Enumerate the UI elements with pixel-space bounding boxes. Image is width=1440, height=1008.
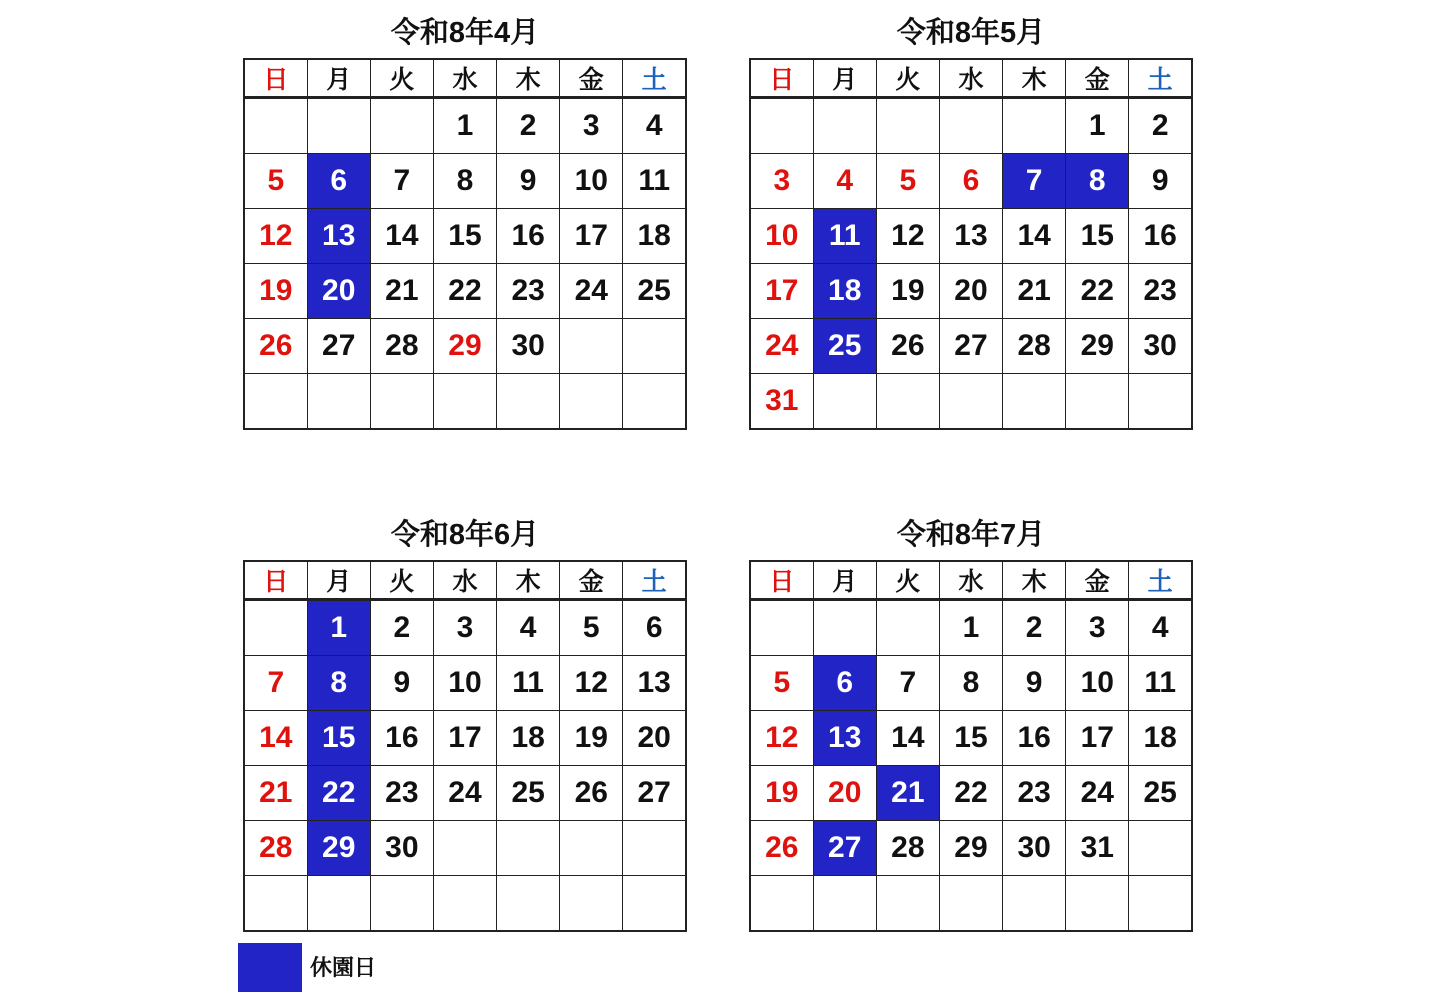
day-cell: 18	[497, 711, 560, 766]
day-cell: 7	[370, 154, 433, 209]
weekday-header: 月	[813, 59, 876, 98]
empty-cell	[244, 374, 307, 430]
empty-cell	[876, 374, 939, 430]
day-cell: 5	[876, 154, 939, 209]
day-cell: 27	[307, 319, 370, 374]
weekday-header: 土	[1129, 561, 1192, 600]
day-cell: 11	[497, 656, 560, 711]
weekday-header: 木	[1003, 561, 1066, 600]
day-cell: 8	[433, 154, 496, 209]
calendar-grid	[749, 560, 1193, 932]
empty-cell	[307, 98, 370, 154]
day-cell: 10	[560, 154, 623, 209]
day-cell: 19	[750, 766, 813, 821]
calendar-grid	[243, 58, 687, 430]
weekday-header: 土	[1129, 59, 1192, 98]
empty-cell	[813, 374, 876, 430]
day-cell: 28	[370, 319, 433, 374]
day-cell: 22	[939, 766, 1002, 821]
empty-cell	[370, 98, 433, 154]
day-cell: 27	[623, 766, 686, 821]
day-cell: 21	[244, 766, 307, 821]
day-cell: 9	[1129, 154, 1192, 209]
empty-cell	[1129, 374, 1192, 430]
closed-day-cell: 8	[1066, 154, 1129, 209]
empty-cell	[1003, 876, 1066, 932]
day-cell: 18	[1129, 711, 1192, 766]
day-cell: 22	[433, 264, 496, 319]
empty-cell	[876, 600, 939, 656]
week-row	[244, 766, 686, 821]
day-cell: 23	[370, 766, 433, 821]
empty-cell	[497, 821, 560, 876]
closed-day-cell: 7	[1003, 154, 1066, 209]
closed-day-cell: 8	[307, 656, 370, 711]
empty-cell	[1129, 821, 1192, 876]
calendar-grid	[243, 560, 687, 932]
weekday-header: 金	[1066, 561, 1129, 600]
day-cell: 2	[370, 600, 433, 656]
empty-cell	[307, 876, 370, 932]
empty-cell	[307, 374, 370, 430]
weekday-header-row	[750, 561, 1192, 600]
day-cell: 28	[1003, 319, 1066, 374]
day-cell: 11	[1129, 656, 1192, 711]
empty-cell	[939, 374, 1002, 430]
day-cell: 20	[813, 766, 876, 821]
empty-cell	[623, 876, 686, 932]
empty-cell	[750, 876, 813, 932]
day-cell: 24	[1066, 766, 1129, 821]
day-cell: 17	[560, 209, 623, 264]
day-cell: 21	[370, 264, 433, 319]
week-row	[244, 711, 686, 766]
closed-day-cell: 20	[307, 264, 370, 319]
day-cell: 23	[497, 264, 560, 319]
day-cell: 26	[560, 766, 623, 821]
empty-cell	[876, 876, 939, 932]
week-row	[244, 98, 686, 154]
weekday-header: 日	[244, 59, 307, 98]
week-row	[750, 319, 1192, 374]
empty-cell	[1066, 876, 1129, 932]
day-cell: 3	[433, 600, 496, 656]
day-cell: 16	[497, 209, 560, 264]
day-cell: 16	[1129, 209, 1192, 264]
closed-day-cell: 11	[813, 209, 876, 264]
day-cell: 9	[1003, 656, 1066, 711]
day-cell: 9	[497, 154, 560, 209]
week-row	[244, 264, 686, 319]
day-cell: 3	[560, 98, 623, 154]
day-cell: 18	[623, 209, 686, 264]
empty-cell	[560, 374, 623, 430]
day-cell: 29	[939, 821, 1002, 876]
day-cell: 31	[1066, 821, 1129, 876]
day-cell: 12	[560, 656, 623, 711]
day-cell: 31	[750, 374, 813, 430]
empty-cell	[370, 374, 433, 430]
weekday-header-row	[750, 59, 1192, 98]
weekday-header: 火	[370, 561, 433, 600]
day-cell: 10	[750, 209, 813, 264]
day-cell: 21	[1003, 264, 1066, 319]
day-cell: 28	[244, 821, 307, 876]
empty-cell	[750, 600, 813, 656]
weekday-header: 木	[1003, 59, 1066, 98]
day-cell: 9	[370, 656, 433, 711]
weekday-header: 火	[876, 561, 939, 600]
weekday-header-row	[244, 561, 686, 600]
empty-cell	[1003, 98, 1066, 154]
closed-day-cell: 25	[813, 319, 876, 374]
closed-day-cell: 21	[876, 766, 939, 821]
day-cell: 4	[623, 98, 686, 154]
day-cell: 17	[433, 711, 496, 766]
empty-cell	[750, 98, 813, 154]
day-cell: 2	[497, 98, 560, 154]
weekday-header: 水	[433, 59, 496, 98]
closed-day-cell: 1	[307, 600, 370, 656]
weekday-header: 月	[813, 561, 876, 600]
day-cell: 30	[1003, 821, 1066, 876]
empty-cell	[560, 319, 623, 374]
day-cell: 19	[560, 711, 623, 766]
day-cell: 13	[623, 656, 686, 711]
empty-cell	[623, 821, 686, 876]
month-title: 令和8年7月	[896, 519, 1046, 551]
day-cell: 11	[623, 154, 686, 209]
weekday-header: 木	[497, 59, 560, 98]
day-cell: 25	[1129, 766, 1192, 821]
week-row	[244, 656, 686, 711]
week-row	[750, 154, 1192, 209]
weekday-header: 金	[560, 59, 623, 98]
day-cell: 26	[750, 821, 813, 876]
closed-day-legend-swatch	[238, 943, 302, 992]
empty-cell	[1066, 374, 1129, 430]
day-cell: 1	[433, 98, 496, 154]
week-row	[244, 374, 686, 430]
day-cell: 24	[750, 319, 813, 374]
day-cell: 25	[497, 766, 560, 821]
closed-day-cell: 6	[813, 656, 876, 711]
closed-day-cell: 6	[307, 154, 370, 209]
day-cell: 15	[433, 209, 496, 264]
day-cell: 2	[1129, 98, 1192, 154]
day-cell: 8	[939, 656, 1002, 711]
empty-cell	[497, 374, 560, 430]
weekday-header: 月	[307, 59, 370, 98]
empty-cell	[1003, 374, 1066, 430]
day-cell: 14	[1003, 209, 1066, 264]
week-row	[244, 821, 686, 876]
day-cell: 12	[876, 209, 939, 264]
closed-day-cell: 13	[307, 209, 370, 264]
day-cell: 16	[370, 711, 433, 766]
weekday-header: 水	[939, 561, 1002, 600]
day-cell: 3	[1066, 600, 1129, 656]
day-cell: 20	[939, 264, 1002, 319]
week-row	[244, 154, 686, 209]
day-cell: 17	[750, 264, 813, 319]
day-cell: 5	[560, 600, 623, 656]
week-row	[750, 876, 1192, 932]
weekday-header: 金	[560, 561, 623, 600]
day-cell: 19	[244, 264, 307, 319]
day-cell: 1	[939, 600, 1002, 656]
day-cell: 28	[876, 821, 939, 876]
weekday-header: 木	[497, 561, 560, 600]
closed-day-cell: 22	[307, 766, 370, 821]
weekday-header: 日	[750, 59, 813, 98]
empty-cell	[813, 600, 876, 656]
week-row	[244, 209, 686, 264]
day-cell: 6	[623, 600, 686, 656]
day-cell: 4	[497, 600, 560, 656]
weekday-header: 火	[876, 59, 939, 98]
month-title: 令和8年6月	[390, 519, 540, 551]
empty-cell	[623, 319, 686, 374]
closed-day-cell: 15	[307, 711, 370, 766]
day-cell: 15	[939, 711, 1002, 766]
day-cell: 27	[939, 319, 1002, 374]
week-row	[750, 821, 1192, 876]
day-cell: 15	[1066, 209, 1129, 264]
empty-cell	[939, 876, 1002, 932]
day-cell: 29	[433, 319, 496, 374]
day-cell: 26	[244, 319, 307, 374]
empty-cell	[244, 600, 307, 656]
closed-day-cell: 27	[813, 821, 876, 876]
empty-cell	[244, 98, 307, 154]
week-row	[750, 374, 1192, 430]
day-cell: 14	[244, 711, 307, 766]
day-cell: 30	[1129, 319, 1192, 374]
weekday-header: 日	[244, 561, 307, 600]
weekday-header: 火	[370, 59, 433, 98]
empty-cell	[433, 876, 496, 932]
closed-day-cell: 18	[813, 264, 876, 319]
week-row	[244, 319, 686, 374]
closed-day-legend-label: 休園日	[310, 955, 377, 980]
day-cell: 5	[750, 656, 813, 711]
day-cell: 30	[370, 821, 433, 876]
week-row	[750, 600, 1192, 656]
weekday-header: 日	[750, 561, 813, 600]
closed-day-cell: 29	[307, 821, 370, 876]
day-cell: 20	[623, 711, 686, 766]
month-title: 令和8年5月	[896, 17, 1046, 49]
empty-cell	[244, 876, 307, 932]
day-cell: 12	[750, 711, 813, 766]
day-cell: 23	[1129, 264, 1192, 319]
empty-cell	[813, 876, 876, 932]
day-cell: 14	[876, 711, 939, 766]
weekday-header: 水	[433, 561, 496, 600]
day-cell: 16	[1003, 711, 1066, 766]
day-cell: 1	[1066, 98, 1129, 154]
empty-cell	[370, 876, 433, 932]
day-cell: 7	[244, 656, 307, 711]
empty-cell	[1129, 876, 1192, 932]
day-cell: 4	[813, 154, 876, 209]
day-cell: 5	[244, 154, 307, 209]
week-row	[750, 656, 1192, 711]
weekday-header-row	[244, 59, 686, 98]
week-row	[750, 711, 1192, 766]
day-cell: 2	[1003, 600, 1066, 656]
day-cell: 3	[750, 154, 813, 209]
empty-cell	[433, 821, 496, 876]
weekday-header: 水	[939, 59, 1002, 98]
calendar-grid	[749, 58, 1193, 430]
closed-day-cell: 13	[813, 711, 876, 766]
day-cell: 22	[1066, 264, 1129, 319]
day-cell: 4	[1129, 600, 1192, 656]
day-cell: 23	[1003, 766, 1066, 821]
day-cell: 17	[1066, 711, 1129, 766]
weekday-header: 土	[623, 561, 686, 600]
empty-cell	[560, 876, 623, 932]
weekday-header: 月	[307, 561, 370, 600]
day-cell: 19	[876, 264, 939, 319]
day-cell: 14	[370, 209, 433, 264]
week-row	[750, 766, 1192, 821]
day-cell: 7	[876, 656, 939, 711]
week-row	[244, 876, 686, 932]
day-cell: 30	[497, 319, 560, 374]
weekday-header: 土	[623, 59, 686, 98]
month-title: 令和8年4月	[390, 17, 540, 49]
day-cell: 24	[433, 766, 496, 821]
empty-cell	[813, 98, 876, 154]
week-row	[750, 98, 1192, 154]
week-row	[750, 209, 1192, 264]
empty-cell	[560, 821, 623, 876]
day-cell: 10	[433, 656, 496, 711]
day-cell: 13	[939, 209, 1002, 264]
weekday-header: 金	[1066, 59, 1129, 98]
day-cell: 10	[1066, 656, 1129, 711]
week-row	[244, 600, 686, 656]
day-cell: 12	[244, 209, 307, 264]
day-cell: 26	[876, 319, 939, 374]
empty-cell	[623, 374, 686, 430]
empty-cell	[497, 876, 560, 932]
empty-cell	[433, 374, 496, 430]
empty-cell	[939, 98, 1002, 154]
day-cell: 6	[939, 154, 1002, 209]
week-row	[750, 264, 1192, 319]
day-cell: 24	[560, 264, 623, 319]
day-cell: 25	[623, 264, 686, 319]
day-cell: 29	[1066, 319, 1129, 374]
empty-cell	[876, 98, 939, 154]
